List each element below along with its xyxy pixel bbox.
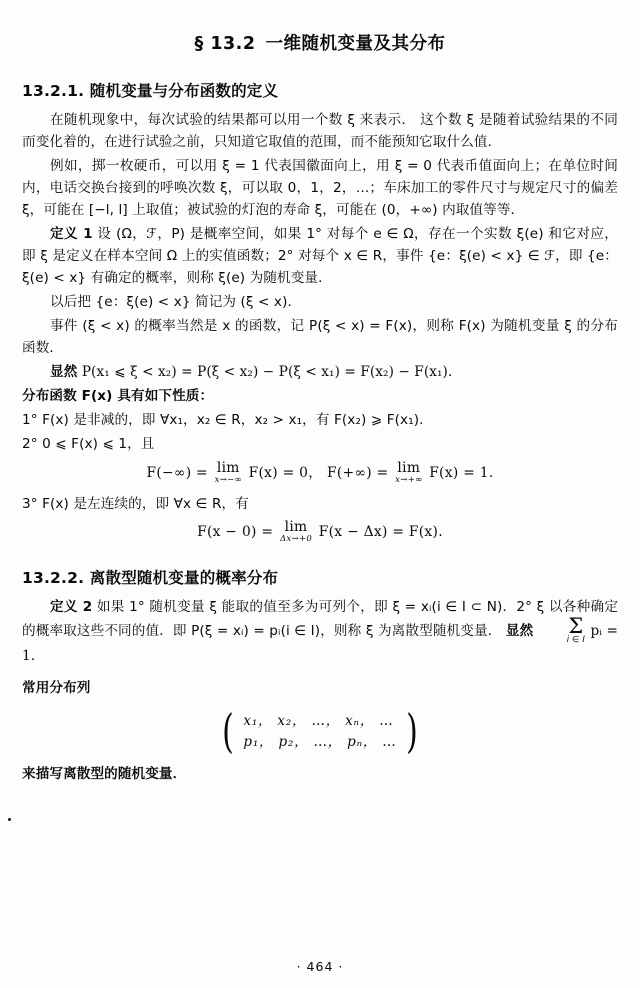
left-paren: (	[222, 704, 235, 759]
paragraph-intro-1: 在随机现象中，每次试验的结果都可以用一个数 ξ 来表示． 这个数 ξ 是随着试验结果的不同而变化着的，在进行试验之前，只知道它取值的范围，而不能预知它取什么值．	[22, 112, 618, 151]
formula-limits-infinity	[22, 461, 618, 485]
limit-1-bottom: x→−∞	[214, 474, 242, 485]
property-1: 1° F(x) 是非减的，即 ∀x₁，x₂ ∈ R，x₂ > x₁，有 F(x₂) ⩾ F(x₁).	[22, 412, 424, 429]
formula-left-continuity	[22, 521, 618, 544]
page-content	[22, 18, 618, 787]
paragraph-obvious	[22, 361, 618, 383]
limit-operator-3	[280, 521, 312, 544]
matrix-row-values: x₁， x₂， …， xₙ， …	[243, 712, 394, 729]
summation-operator	[539, 614, 585, 646]
limit-2-bottom: x→+∞	[395, 474, 423, 485]
definition-2-text: 如果 1° 随机变量 ξ 能取的值至多为可列个，即 ξ = xᵢ(i ∈ I ⊂ N)．2° ξ 以各种确定的概率取这些不同的值．即 P(ξ = xᵢ) = pᵢ(i ∈ I)，则称 ξ 为离散型随机变量．	[22, 599, 619, 640]
definition-1-text: 设 (Ω，ℱ，P) 是概率空间，如果 1° 对每个 e ∈ Ω，存在一个实数 ξ(e) 和它对应，即 ξ 是定义在样本空间 Ω 上的实值函数；2° 对每个 x ∈ R，事件 {e：ξ(e) < x} ∈ ℱ，即 {e：ξ(e) < x} 有确定的概率，则称 ξ(e) 为随机变量．	[22, 226, 618, 287]
page-number: · 464 ·	[296, 959, 344, 974]
definition-2	[22, 596, 618, 666]
formula-continuity-right: F(x − Δx) = F(x).	[318, 524, 443, 541]
summation-equation: pᵢ = 1.	[22, 623, 619, 664]
definition-2-tail-label: 显然	[505, 623, 534, 640]
definition-1	[22, 223, 618, 289]
paragraph-distribution-function: 事件 (ξ < x) 的概率当然是 x 的函数，记 P(ξ < x) = F(x)，则称 F(x) 为随机变量 ξ 的分布函数．	[22, 318, 618, 357]
right-paren: )	[405, 704, 418, 759]
formula-limits-left: F(−∞) =	[146, 465, 208, 482]
limit-3-top: lim	[284, 519, 308, 536]
sigma-glyph: Σ	[568, 614, 584, 639]
property-2: 2° 0 ⩽ F(x) ⩽ 1，且	[22, 436, 155, 453]
common-distribution-label-text: 常用分布列	[22, 679, 91, 696]
page-title	[22, 30, 618, 55]
common-distribution-label	[22, 677, 618, 699]
definition-2-label: 定义 2	[50, 599, 93, 616]
formula-limits-right: F(x) = 1.	[429, 465, 494, 482]
obvious-label: 显然	[50, 364, 78, 381]
definition-1-label: 定义 1	[50, 226, 93, 243]
formula-continuity-left: F(x − 0) =	[197, 524, 274, 541]
subsection-heading-1: 13.2.1. 随机变量与分布函数的定义	[22, 82, 279, 100]
paragraph-examples: 例如，掷一枚硬币，可以用 ξ = 1 代表国徽面向上，用 ξ = 0 代表币值面向上；在单位时间内，电话交换台接到的呼唤次数 ξ，可以取 0，1，2，…；车床加工的零件尺寸与规定尺寸的偏差 ξ，可能在 [−l, l] 上取值；被试验的灯泡的寿命 ξ，可能在 (0，+∞) 内取值等等．	[22, 158, 618, 219]
matrix-rows	[237, 711, 402, 753]
paragraph-shorthand: 以后把 {e：ξ(e) < x} 简记为 (ξ < x)．	[50, 294, 302, 311]
paragraph-properties-lead	[22, 385, 618, 407]
sigma-index: i ∈ I	[566, 635, 585, 646]
obvious-formula: P(x₁ ⩽ ξ < x₂) = P(ξ < x₂) − P(ξ < x₁) = F(x₂) − F(x₁).	[81, 364, 453, 381]
section-number: § 13.2	[194, 34, 256, 54]
properties-lead-text: 分布函数 F(x) 具有如下性质：	[22, 388, 214, 405]
limit-2-top: lim	[397, 460, 421, 477]
limit-1-top: lim	[216, 460, 240, 477]
section-title-text: 一维随机变量及其分布	[265, 34, 446, 54]
distribution-matrix	[22, 704, 618, 759]
closing-paragraph	[22, 763, 618, 785]
limit-operator-2	[395, 462, 422, 485]
property-3: 3° F(x) 是左连续的，即 ∀x ∈ R，有	[22, 496, 249, 513]
limit-operator-1	[215, 462, 242, 485]
closing-text: 来描写离散型的随机变量．	[22, 765, 187, 782]
subsection-heading-2: 13.2.2. 离散型随机变量的概率分布	[22, 569, 279, 588]
scan-artifact-dot	[8, 818, 11, 821]
limit-3-bottom: Δx→+0	[279, 534, 313, 545]
matrix-row-probabilities: p₁， p₂， …， pₙ， …	[243, 733, 397, 750]
formula-limits-middle: F(x) = 0， F(+∞) =	[248, 465, 389, 482]
